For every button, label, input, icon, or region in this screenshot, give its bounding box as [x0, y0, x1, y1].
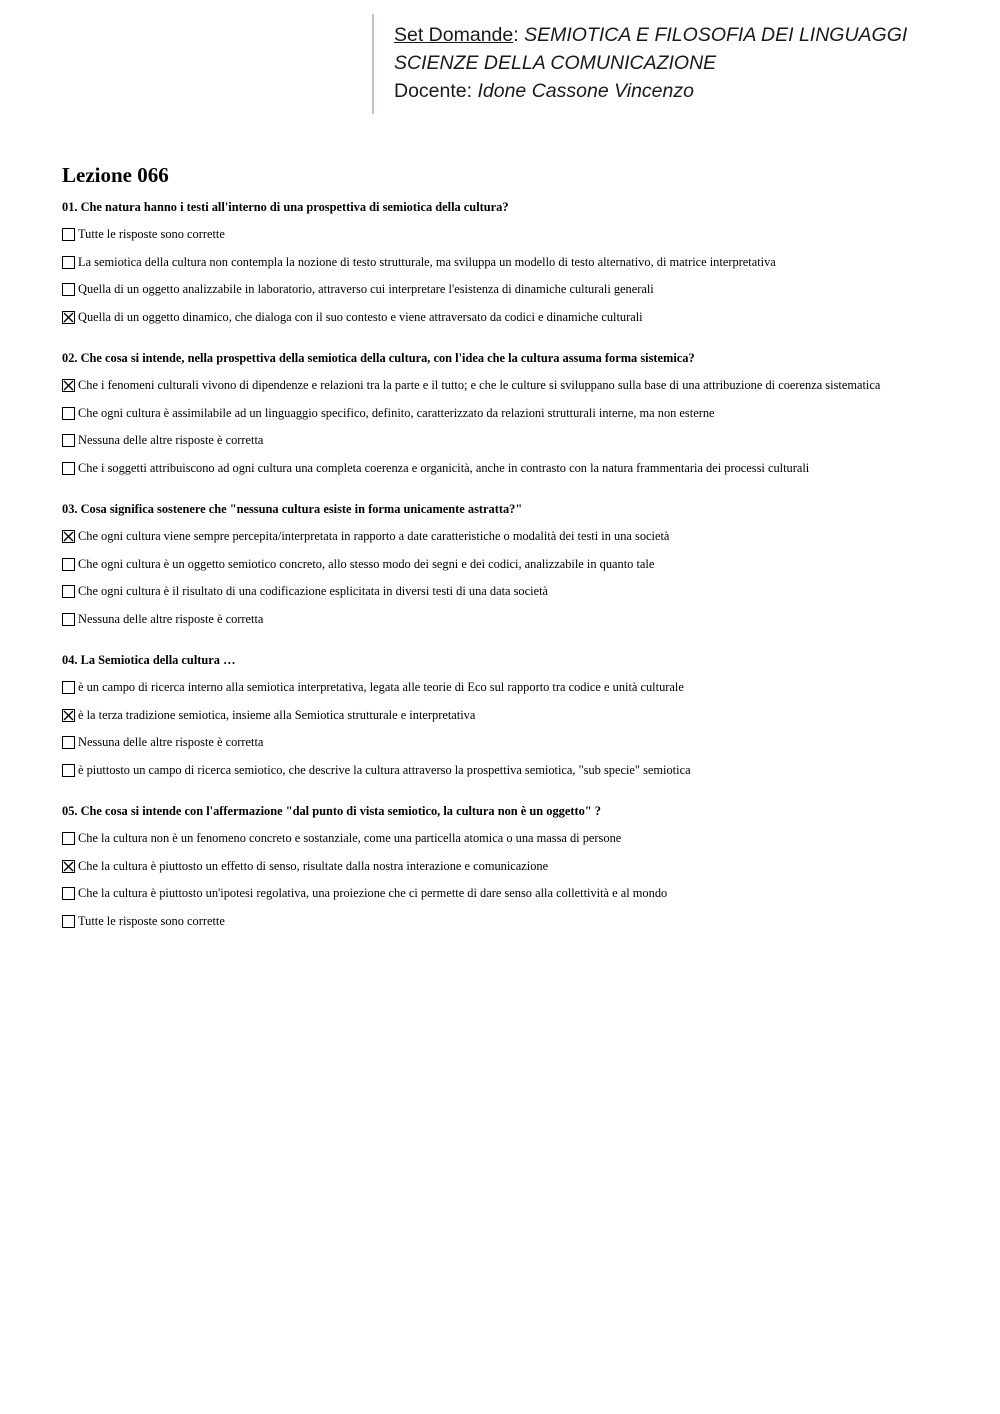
checkbox[interactable] — [62, 681, 75, 694]
checkbox[interactable] — [62, 764, 75, 777]
answer-option — [62, 427, 962, 455]
answer-text: è la terza tradizione semiotica, insieme alla Semiotica strutturale e interpretativa — [78, 707, 476, 722]
question-text: 03. Cosa significa sostenere che "nessuna cultura esiste in forma unicamente astratta?" — [62, 502, 523, 516]
course-name: SEMIOTICA E FILOSOFIA DEI LINGUAGGI — [524, 24, 908, 46]
checkbox-checked[interactable] — [62, 860, 75, 873]
teacher-label: Docente: — [394, 80, 473, 102]
quiz-content — [62, 160, 962, 954]
answer-text: Che ogni cultura è un oggetto semiotico concreto, allo stesso modo dei segni e dei codici, analizzabile in quanto tale — [78, 556, 655, 571]
answer-option — [62, 674, 962, 702]
answer-option — [62, 908, 962, 936]
question-1 — [62, 199, 962, 331]
checkbox[interactable] — [62, 407, 75, 420]
course-title-line — [394, 21, 972, 49]
checkbox[interactable] — [62, 283, 75, 296]
checkbox-checked[interactable] — [62, 311, 75, 324]
question-5 — [62, 803, 962, 935]
answer-text: è piuttosto un campo di ricerca semiotico, che descrive la cultura attraverso la prospettiva semiotica, "sub specie" semiotica — [78, 762, 691, 777]
answer-option — [62, 880, 962, 908]
answer-option — [62, 304, 962, 332]
answer-text: La semiotica della cultura non contempla la nozione di testo strutturale, ma sviluppa un modello di testo alternativo, di matrice interpretativa — [78, 254, 776, 269]
checkbox[interactable] — [62, 887, 75, 900]
question-text: 02. Che cosa si intende, nella prospettiva della semiotica della cultura, con l'idea che la cultura assuma forma sistemica? — [62, 351, 695, 365]
answer-option — [62, 221, 962, 249]
answer-option — [62, 372, 962, 400]
answer-text: Che i fenomeni culturali vivono di dipendenze e relazioni tra la parte e il tutto; e che le culture si sviluppano sulla base di una attribuzione di coerenza sistematica — [78, 378, 881, 393]
checkbox[interactable] — [62, 434, 75, 447]
answer-text: Che ogni cultura è assimilabile ad un linguaggio specifico, definito, caratterizzato da relazioni strutturali interne, ma non esterne — [78, 405, 715, 420]
answer-text: Che la cultura non è un fenomeno concreto e sostanziale, come una particella atomica o una massa di persone — [78, 831, 622, 846]
answer-option — [62, 578, 962, 606]
answer-option — [62, 757, 962, 785]
checkbox[interactable] — [62, 613, 75, 626]
answer-text: Che i soggetti attribuiscono ad ogni cultura una completa coerenza e organicità, anche in contrasto con la natura frammentaria dei processi culturali — [78, 460, 810, 475]
question-text: 01. Che natura hanno i testi all'interno di una prospettiva di semiotica della cultura? — [62, 200, 509, 214]
answer-text: Tutte le risposte sono corrette — [78, 913, 225, 928]
answer-text: Nessuna delle altre risposte è corretta — [78, 735, 264, 750]
answer-option — [62, 523, 962, 551]
checkbox[interactable] — [62, 558, 75, 571]
answer-option — [62, 702, 962, 730]
question-2 — [62, 350, 962, 482]
course-subtitle: SCIENZE DELLA COMUNICAZIONE — [394, 52, 717, 74]
checkbox[interactable] — [62, 462, 75, 475]
answer-text: Nessuna delle altre risposte è corretta — [78, 433, 264, 448]
checkbox[interactable] — [62, 228, 75, 241]
answer-text: Quella di un oggetto dinamico, che dialoga con il suo contesto e viene attraversato da codici e dinamiche culturali — [78, 309, 643, 324]
question-4 — [62, 652, 962, 784]
answer-option — [62, 551, 962, 579]
x-mark-icon — [63, 531, 74, 542]
answer-option — [62, 455, 962, 483]
checkbox-checked[interactable] — [62, 709, 75, 722]
answer-option — [62, 853, 962, 881]
answer-text: Che ogni cultura viene sempre percepita/interpretata in rapporto a date caratteristiche o modalità dei testi in una società — [78, 529, 670, 544]
question-3 — [62, 501, 962, 633]
checkbox[interactable] — [62, 832, 75, 845]
checkbox[interactable] — [62, 585, 75, 598]
document-header — [372, 14, 972, 114]
x-mark-icon — [63, 380, 74, 391]
answer-text: Che ogni cultura è il risultato di una codificazione esplicitata in diversi testi di una data società — [78, 584, 549, 599]
answer-option — [62, 606, 962, 634]
answer-text: Che la cultura è piuttosto un effetto di senso, risultate dalla nostra interazione e comunicazione — [78, 858, 549, 873]
answer-option — [62, 729, 962, 757]
question-text: 05. Che cosa si intende con l'affermazione "dal punto di vista semiotico, la cultura non è un oggetto" ? — [62, 804, 601, 818]
x-mark-icon — [63, 312, 74, 323]
checkbox[interactable] — [62, 736, 75, 749]
answer-text: Quella di un oggetto analizzabile in laboratorio, attraverso cui interpretare l'esistenza di dinamiche culturali generali — [78, 282, 654, 297]
answer-text: Nessuna delle altre risposte è corretta — [78, 611, 264, 626]
checkbox[interactable] — [62, 915, 75, 928]
checkbox-checked[interactable] — [62, 379, 75, 392]
lesson-title: Lezione 066 — [62, 163, 169, 187]
x-mark-icon — [63, 710, 74, 721]
answer-text: Tutte le risposte sono corrette — [78, 227, 225, 242]
label-colon: : — [513, 24, 519, 46]
answer-option — [62, 276, 962, 304]
teacher-line — [394, 77, 972, 105]
checkbox[interactable] — [62, 256, 75, 269]
set-domande-label: Set Domande — [394, 24, 514, 46]
answer-text: è un campo di ricerca interno alla semiotica interpretativa, legata alle teorie di Eco sul rapporto tra codice e unità culturale — [78, 680, 684, 695]
x-mark-icon — [63, 861, 74, 872]
answer-text: Che la cultura è piuttosto un'ipotesi regolativa, una proiezione che ci permette di dare senso alla collettività e al mondo — [78, 886, 668, 901]
answer-option — [62, 825, 962, 853]
answer-option — [62, 249, 962, 277]
question-text: 04. La Semiotica della cultura … — [62, 653, 236, 667]
teacher-name: Idone Cassone Vincenzo — [477, 80, 694, 102]
checkbox-checked[interactable] — [62, 530, 75, 543]
answer-option — [62, 400, 962, 428]
